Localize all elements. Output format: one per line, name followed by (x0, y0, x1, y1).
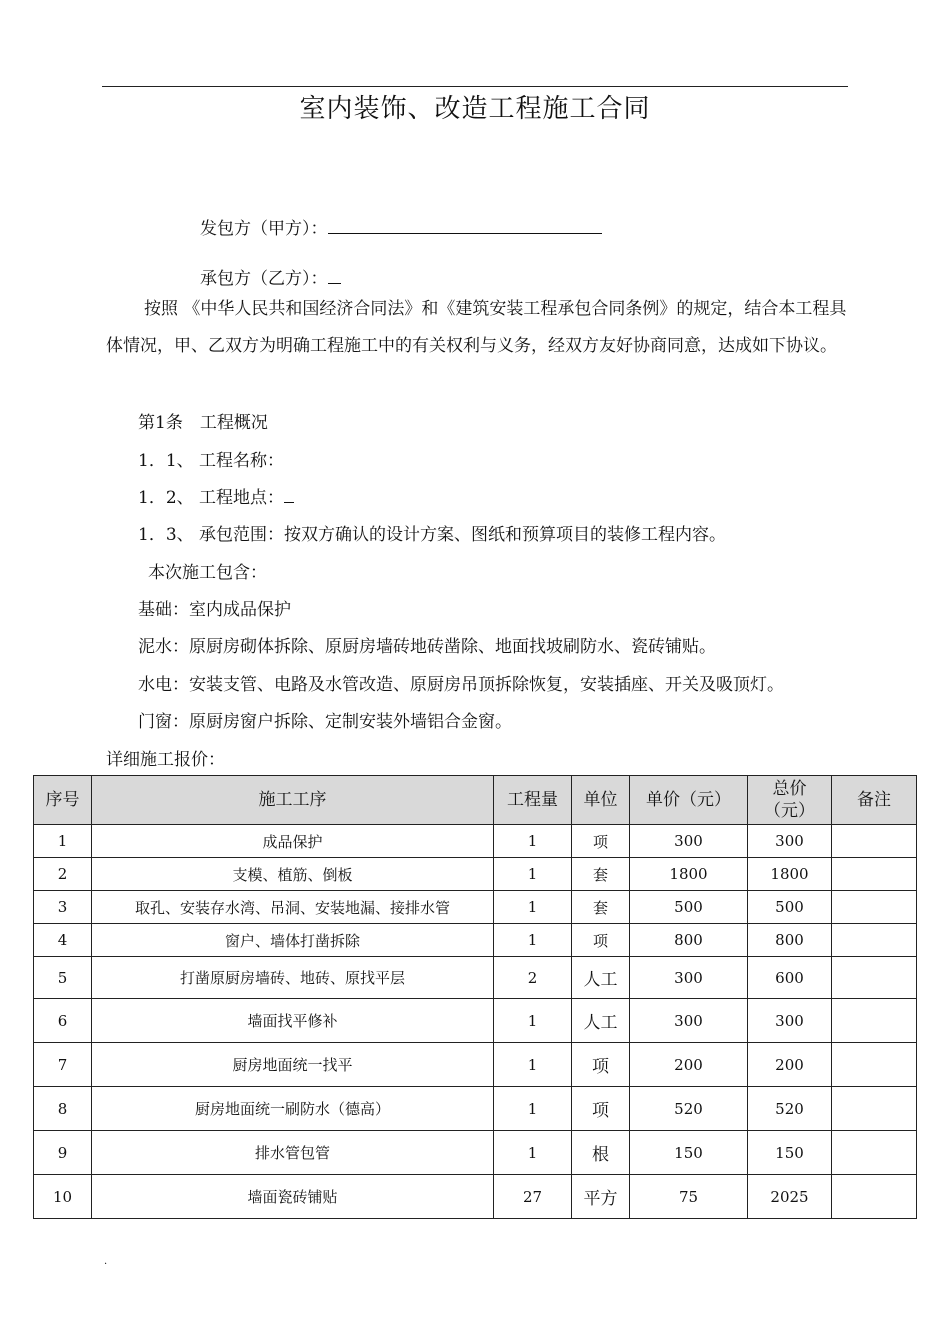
scope-doors-windows: 门窗：原厨房窗户拆除、定制安装外墙铝合金窗。 (138, 712, 512, 732)
article-1-heading: 第1条 工程概况 (138, 413, 268, 433)
cell-process: 墙面找平修补 (92, 999, 494, 1043)
cell-quantity: 1 (494, 924, 572, 957)
col-header-process: 施工工序 (92, 776, 494, 825)
table-row (34, 891, 917, 924)
cell-total: 200 (748, 1043, 832, 1087)
cell-quantity: 1 (494, 891, 572, 924)
cell-total: 800 (748, 924, 832, 957)
cell-total: 500 (748, 891, 832, 924)
cell-unit-price: 150 (630, 1131, 748, 1175)
cell-process: 成品保护 (92, 825, 494, 858)
cell-no: 1 (34, 825, 92, 858)
cell-unit-price: 800 (630, 924, 748, 957)
scope-masonry: 泥水：原厨房砌体拆除、原厨房墙砖地砖凿除、地面找坡刷防水、瓷砖铺贴。 (138, 637, 716, 657)
cell-unit: 套 (572, 858, 630, 891)
cell-unit: 项 (572, 1087, 630, 1131)
cell-quantity: 1 (494, 858, 572, 891)
col-header-unit-price: 单价（元） (630, 776, 748, 825)
cell-remarks (832, 1087, 917, 1131)
party-a-blank[interactable] (328, 215, 602, 234)
cell-no: 8 (34, 1087, 92, 1131)
cell-total: 2025 (748, 1175, 832, 1219)
col-header-no: 序号 (34, 776, 92, 825)
cell-remarks (832, 924, 917, 957)
party-b-blank[interactable] (328, 265, 341, 284)
cell-no: 2 (34, 858, 92, 891)
cell-unit-price: 520 (630, 1087, 748, 1131)
table-row (34, 999, 917, 1043)
cell-unit-price: 200 (630, 1043, 748, 1087)
cell-no: 3 (34, 891, 92, 924)
cell-no: 4 (34, 924, 92, 957)
col-header-unit: 单位 (572, 776, 630, 825)
cell-unit-price: 300 (630, 825, 748, 858)
table-row (34, 825, 917, 858)
cell-remarks (832, 999, 917, 1043)
cell-unit: 项 (572, 1043, 630, 1087)
cell-unit-price: 1800 (630, 858, 748, 891)
cell-remarks (832, 1175, 917, 1219)
footer-mark: . (104, 1256, 108, 1267)
project-name-line: 1．1、 工程名称： (138, 451, 285, 471)
cell-quantity: 1 (494, 999, 572, 1043)
cell-unit: 人工 (572, 999, 630, 1043)
project-location-blank[interactable] (284, 484, 294, 503)
cell-process: 厨房地面统一刷防水（德高） (92, 1087, 494, 1131)
cell-process: 排水管包管 (92, 1131, 494, 1175)
cell-unit: 平方 (572, 1175, 630, 1219)
quote-label: 详细施工报价： (106, 750, 225, 770)
scope-intro: 本次施工包含： (148, 563, 267, 583)
cell-unit: 根 (572, 1131, 630, 1175)
cell-no: 10 (34, 1175, 92, 1219)
header-rule (102, 86, 848, 87)
table-row (34, 924, 917, 957)
table-row (34, 1131, 917, 1175)
quote-table (33, 775, 917, 1219)
cell-total: 1800 (748, 858, 832, 891)
cell-total: 520 (748, 1087, 832, 1131)
cell-total: 150 (748, 1131, 832, 1175)
party-b-line (200, 264, 341, 289)
contract-scope-line: 1．3、 承包范围：按双方确认的设计方案、图纸和预算项目的装修工程内容。 (138, 525, 727, 545)
cell-unit: 项 (572, 924, 630, 957)
cell-no: 7 (34, 1043, 92, 1087)
cell-remarks (832, 825, 917, 858)
cell-process: 取孔、安装存水湾、吊洞、安装地漏、接排水管 (92, 891, 494, 924)
cell-remarks (832, 891, 917, 924)
cell-process: 打凿原厨房墙砖、地砖、原找平层 (92, 957, 494, 999)
cell-unit-price: 75 (630, 1175, 748, 1219)
cell-no: 6 (34, 999, 92, 1043)
cell-remarks (832, 1043, 917, 1087)
cell-quantity: 1 (494, 1043, 572, 1087)
intro-paragraph: 按照 《中华人民共和国经济合同法》和《建筑安装工程承包合同条例》的规定，结合本工程具体情况，甲、乙双方为明确工程施工中的有关权利与义务，经双方友好协商同意，达成如下协议。 (106, 299, 847, 356)
cell-unit-price: 500 (630, 891, 748, 924)
party-b-label: 承包方（乙方）： (200, 269, 328, 289)
scope-plumbing-electrical: 水电：安装支管、电路及水管改造、原厨房吊顶拆除恢复，安装插座、开关及吸顶灯。 (138, 675, 784, 695)
cell-remarks (832, 957, 917, 999)
col-header-total: 总价（元） (748, 776, 832, 825)
cell-unit: 人工 (572, 957, 630, 999)
col-header-remarks: 备注 (832, 776, 917, 825)
cell-process: 墙面瓷砖铺贴 (92, 1175, 494, 1219)
cell-unit: 项 (572, 825, 630, 858)
cell-no: 9 (34, 1131, 92, 1175)
cell-quantity: 1 (494, 1131, 572, 1175)
scope-basic: 基础：室内成品保护 (138, 600, 291, 620)
table-row (34, 1087, 917, 1131)
cell-quantity: 1 (494, 1087, 572, 1131)
cell-process: 支模、植筋、倒板 (92, 858, 494, 891)
document-title: 室内装饰、改造工程施工合同 (299, 94, 651, 124)
cell-total: 600 (748, 957, 832, 999)
cell-process: 窗户、墙体打凿拆除 (92, 924, 494, 957)
cell-quantity: 27 (494, 1175, 572, 1219)
cell-quantity: 1 (494, 825, 572, 858)
table-row (34, 1043, 917, 1087)
project-location-line (138, 483, 294, 508)
cell-unit: 套 (572, 891, 630, 924)
cell-unit-price: 300 (630, 957, 748, 999)
cell-no: 5 (34, 957, 92, 999)
party-a-line (200, 214, 602, 239)
table-header-row (34, 776, 917, 825)
table-row (34, 858, 917, 891)
party-a-label: 发包方（甲方）： (200, 219, 328, 239)
cell-quantity: 2 (494, 957, 572, 999)
cell-remarks (832, 858, 917, 891)
table-row (34, 1175, 917, 1219)
col-header-quantity: 工程量 (494, 776, 572, 825)
cell-remarks (832, 1131, 917, 1175)
cell-total: 300 (748, 999, 832, 1043)
table-row (34, 957, 917, 999)
cell-process: 厨房地面统一找平 (92, 1043, 494, 1087)
cell-unit-price: 300 (630, 999, 748, 1043)
cell-total: 300 (748, 825, 832, 858)
project-location-label: 1．2、 工程地点： (138, 488, 285, 508)
